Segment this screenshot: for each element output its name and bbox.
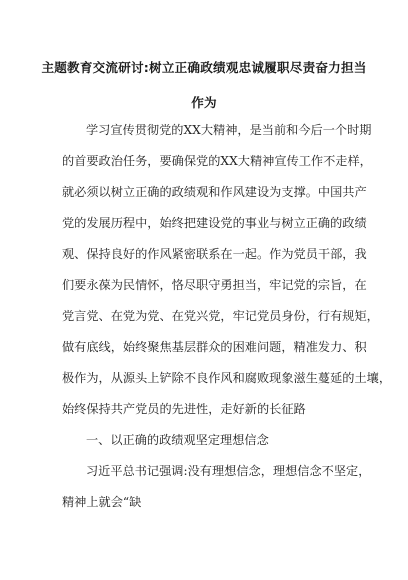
paragraph-1-line: 始终保持共产党员的先进性，走好新的长征路 [62,402,306,416]
section-heading: 一、以正确的政绩观坚定理想信念 [86,433,269,447]
paragraph-1-line: 学习宣传贯彻党的XX大精神，是当前和今后一个时期 [86,123,372,137]
paragraph-1-line: 党的发展历程中，始终把建设党的事业与树立正确的政绩 [62,216,367,230]
paragraph-1-line: 党言党、在党为党、在党兴党，牢记党员身份，行有规矩， [62,309,379,323]
paragraph-1-line: 的首要政治任务，要确保党的XX大精神宣传工作不走样， [62,154,372,168]
paragraph-2-line: 习近平总书记强调:没有理想信念，理想信念不坚定， [86,464,371,478]
document-title-line-2: 作为 [191,95,217,110]
paragraph-1-line: 极作为，从源头上铲除不良作风和腐败现象滋生蔓延的土壤， [62,371,392,385]
paragraph-1-line: 观、保持良好的作风紧密联系在一起。作为党员干部，我 [62,247,367,261]
paragraph-1-line: 们要永葆为民情怀，恪尽职守勇担当，牢记党的宗旨，在 [62,278,367,292]
paragraph-1-line: 做有底线，始终聚焦基层群众的困难问题，精准发力、积 [62,340,367,354]
paragraph-2-line: 精神上就会“缺 [62,495,142,509]
paragraph-1-line: 就必须以树立正确的政绩观和作风建设为支撑。中国共产 [62,185,367,199]
document-title-line-1: 主题教育交流研讨:树立正确政绩观忠诚履职尽责奋力担当 [41,60,367,75]
